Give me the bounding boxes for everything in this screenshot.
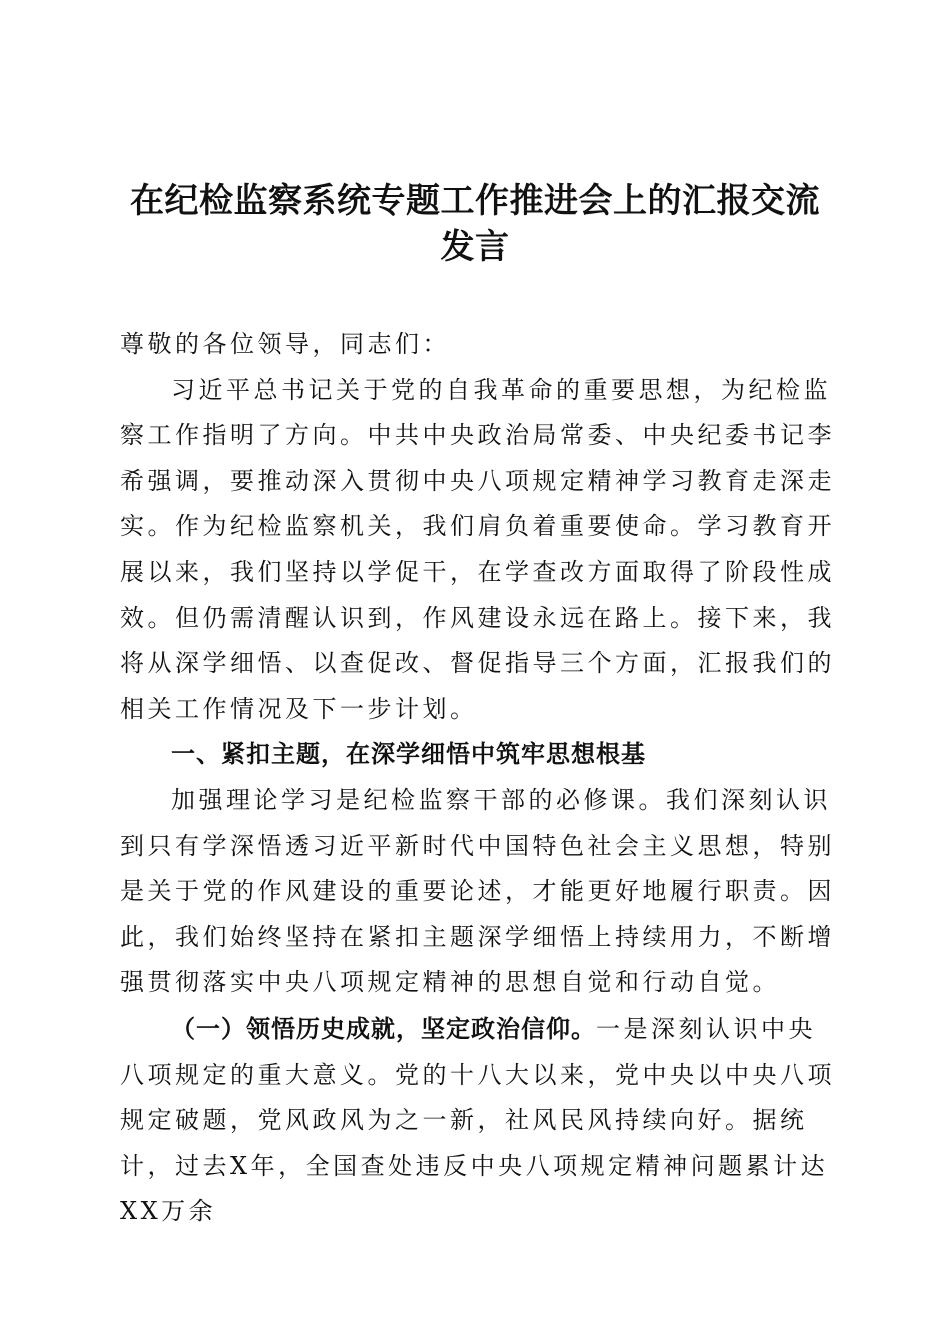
document-body (120, 322, 840, 1235)
section-heading-1: 一、紧扣主题，在深学细悟中筑牢思想根基 (171, 740, 646, 769)
paragraph-subsection-1 (120, 1006, 840, 1235)
paragraph-intro: 习近平总书记关于党的自我革命的重要思想，为纪检监察工作指明了方向。中共中央政治局常委、中央纪委书记李希强调，要推动深入贯彻中央八项规定精神学习教育走深走实。作为纪检监察机关，我们肩负着重要使命。学习教育开展以来，我们坚持以学促干，在学查改方面取得了阶段性成效。但仍需清醒认识到，作风建设永远在路上。接下来，我将从深学细悟、以查促改、督促指导三个方面，汇报我们的相关工作情况及下一步计划。 (120, 375, 835, 723)
document-title (100, 178, 850, 270)
title-line-2: 发言 (440, 227, 510, 267)
title-line-1: 在纪检监察系统专题工作推进会上的汇报交流 (130, 181, 820, 221)
subsection-heading-1: （一）领悟历史成就，坚定政治信仰。 (171, 1013, 596, 1043)
paragraph-theory-study: 加强理论学习是纪检监察干部的必修课。我们深刻认识到只有学深悟透习近平新时代中国特色社会主义思想，特别是关于党的作风建设的重要论述，才能更好地履行职责。因此，我们始终坚持在紧扣主题深学细悟上持续用力，不断增强贯彻落实中央八项规定精神的思想自觉和行动自觉。 (120, 785, 835, 997)
salutation: 尊敬的各位领导，同志们： (120, 330, 450, 358)
subsection-1-text: 一是深刻认识中央八项规定的重大意义。党的十八大以来，党中央以中央八项规定破题，党风政风为之一新，社风民风持续向好。据统计，过去X年，全国查处违反中央八项规定精神问题累计达XX万余 (120, 1014, 835, 1226)
